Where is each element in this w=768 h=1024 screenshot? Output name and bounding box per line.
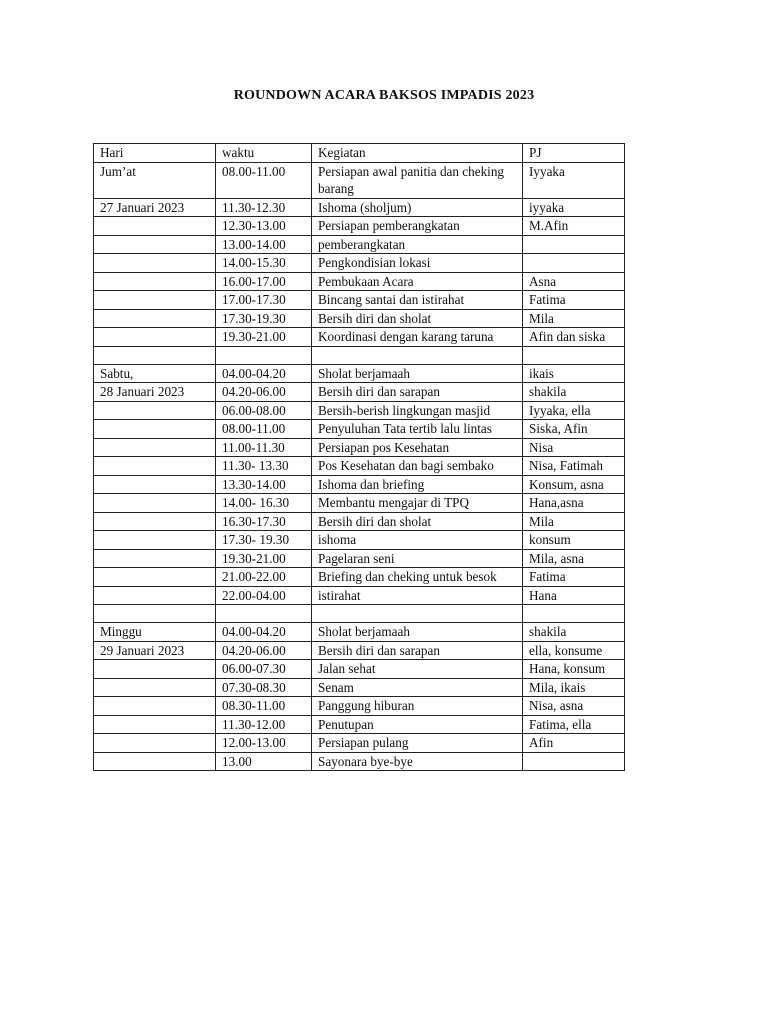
cell-hari — [94, 217, 216, 236]
cell-pj: Mila — [523, 309, 625, 328]
cell-hari: 29 Januari 2023 — [94, 641, 216, 660]
cell-pj: Hana, konsum — [523, 660, 625, 679]
table-row — [94, 605, 625, 623]
cell-kegiatan: Membantu mengajar di TPQ — [312, 494, 523, 513]
cell-hari — [94, 549, 216, 568]
cell-hari — [94, 291, 216, 310]
cell-waktu: 11.30- 13.30 — [216, 457, 312, 476]
table-row — [94, 734, 625, 753]
table-row — [94, 272, 625, 291]
header-kegiatan: Kegiatan — [312, 144, 523, 163]
cell-waktu: 04.00-04.20 — [216, 364, 312, 383]
table-row — [94, 401, 625, 420]
cell-waktu: 17.30- 19.30 — [216, 531, 312, 550]
cell-waktu — [216, 346, 312, 364]
table-row — [94, 623, 625, 642]
cell-waktu: 06.00-08.00 — [216, 401, 312, 420]
cell-waktu: 11.00-11.30 — [216, 438, 312, 457]
document-title: ROUNDOWN ACARA BAKSOS IMPADIS 2023 — [233, 88, 535, 103]
table-row — [94, 235, 625, 254]
table-row — [94, 475, 625, 494]
cell-pj: shakila — [523, 623, 625, 642]
table-row — [94, 586, 625, 605]
cell-hari — [94, 586, 216, 605]
cell-pj — [523, 235, 625, 254]
cell-waktu: 16.00-17.00 — [216, 272, 312, 291]
cell-hari — [94, 401, 216, 420]
cell-pj: Nisa, Fatimah — [523, 457, 625, 476]
cell-waktu: 06.00-07.30 — [216, 660, 312, 679]
cell-waktu: 11.30-12.00 — [216, 715, 312, 734]
cell-kegiatan: Ishoma dan briefing — [312, 475, 523, 494]
cell-hari — [94, 272, 216, 291]
table-row — [94, 217, 625, 236]
cell-kegiatan: Ishoma (sholjum) — [312, 198, 523, 217]
cell-waktu: 08.00-11.00 — [216, 420, 312, 439]
cell-pj: Nisa — [523, 438, 625, 457]
cell-pj: Nisa, asna — [523, 697, 625, 716]
cell-pj: Iyyaka, ella — [523, 401, 625, 420]
table-row — [94, 568, 625, 587]
cell-waktu: 19.30-21.00 — [216, 328, 312, 347]
cell-kegiatan: Bersih-berish lingkungan masjid — [312, 401, 523, 420]
cell-kegiatan: Bersih diri dan sholat — [312, 309, 523, 328]
cell-kegiatan — [312, 346, 523, 364]
table-row — [94, 660, 625, 679]
cell-pj: shakila — [523, 383, 625, 402]
cell-pj: Iyyaka — [523, 162, 625, 198]
cell-waktu: 17.00-17.30 — [216, 291, 312, 310]
cell-waktu — [216, 605, 312, 623]
header-hari: Hari — [94, 144, 216, 163]
table-row — [94, 438, 625, 457]
table-row — [94, 697, 625, 716]
cell-waktu: 22.00-04.00 — [216, 586, 312, 605]
cell-pj — [523, 605, 625, 623]
cell-hari — [94, 605, 216, 623]
cell-hari: 27 Januari 2023 — [94, 198, 216, 217]
table-row — [94, 420, 625, 439]
header-waktu: waktu — [216, 144, 312, 163]
cell-pj: ikais — [523, 364, 625, 383]
cell-waktu: 13.00 — [216, 752, 312, 771]
table-row — [94, 328, 625, 347]
cell-hari — [94, 420, 216, 439]
cell-pj: Hana,asna — [523, 494, 625, 513]
schedule-table-body — [94, 144, 625, 771]
cell-kegiatan: Persiapan pos Kesehatan — [312, 438, 523, 457]
schedule-table — [93, 143, 625, 771]
cell-waktu: 11.30-12.30 — [216, 198, 312, 217]
cell-kegiatan: Bersih diri dan sarapan — [312, 383, 523, 402]
cell-hari — [94, 531, 216, 550]
cell-pj: Mila, asna — [523, 549, 625, 568]
cell-hari — [94, 346, 216, 364]
table-row — [94, 383, 625, 402]
cell-pj: Siska, Afin — [523, 420, 625, 439]
cell-waktu: 04.20-06.00 — [216, 641, 312, 660]
cell-pj — [523, 254, 625, 273]
cell-waktu: 07.30-08.30 — [216, 678, 312, 697]
cell-pj — [523, 346, 625, 364]
cell-hari — [94, 235, 216, 254]
table-row — [94, 641, 625, 660]
cell-kegiatan: Koordinasi dengan karang taruna — [312, 328, 523, 347]
header-pj: PJ — [523, 144, 625, 163]
cell-pj: iyyaka — [523, 198, 625, 217]
cell-pj: Konsum, asna — [523, 475, 625, 494]
cell-kegiatan: Pengkondisian lokasi — [312, 254, 523, 273]
cell-kegiatan: Jalan sehat — [312, 660, 523, 679]
table-row — [94, 364, 625, 383]
cell-hari — [94, 475, 216, 494]
table-row — [94, 254, 625, 273]
cell-kegiatan: ishoma — [312, 531, 523, 550]
cell-pj: Afin dan siska — [523, 328, 625, 347]
cell-pj: Asna — [523, 272, 625, 291]
table-row — [94, 678, 625, 697]
cell-kegiatan: Bincang santai dan istirahat — [312, 291, 523, 310]
cell-pj: M.Afin — [523, 217, 625, 236]
cell-hari — [94, 309, 216, 328]
cell-pj: Afin — [523, 734, 625, 753]
cell-pj: Mila — [523, 512, 625, 531]
cell-kegiatan: Bersih diri dan sarapan — [312, 641, 523, 660]
cell-waktu: 12.00-13.00 — [216, 734, 312, 753]
cell-pj: Hana — [523, 586, 625, 605]
cell-hari — [94, 512, 216, 531]
cell-kegiatan: Sholat berjamaah — [312, 623, 523, 642]
cell-hari — [94, 678, 216, 697]
cell-pj: konsum — [523, 531, 625, 550]
table-row — [94, 291, 625, 310]
cell-kegiatan: Persiapan pemberangkatan — [312, 217, 523, 236]
cell-kegiatan: Pos Kesehatan dan bagi sembako — [312, 457, 523, 476]
table-row — [94, 346, 625, 364]
cell-kegiatan: Persiapan awal panitia dan cheking barang — [312, 162, 523, 198]
cell-waktu: 13.30-14.00 — [216, 475, 312, 494]
table-row — [94, 457, 625, 476]
cell-pj: Fatima — [523, 568, 625, 587]
cell-waktu: 21.00-22.00 — [216, 568, 312, 587]
cell-hari: Jum’at — [94, 162, 216, 198]
table-row — [94, 198, 625, 217]
cell-hari — [94, 697, 216, 716]
cell-hari — [94, 254, 216, 273]
cell-hari — [94, 438, 216, 457]
cell-pj: Mila, ikais — [523, 678, 625, 697]
table-row — [94, 752, 625, 771]
cell-pj: Fatima, ella — [523, 715, 625, 734]
cell-waktu: 16.30-17.30 — [216, 512, 312, 531]
cell-kegiatan: Penutupan — [312, 715, 523, 734]
table-row — [94, 309, 625, 328]
cell-waktu: 04.20-06.00 — [216, 383, 312, 402]
cell-hari — [94, 734, 216, 753]
table-row — [94, 549, 625, 568]
cell-waktu: 14.00- 16.30 — [216, 494, 312, 513]
cell-hari — [94, 715, 216, 734]
cell-pj: ella, konsume — [523, 641, 625, 660]
cell-kegiatan: istirahat — [312, 586, 523, 605]
table-row — [94, 531, 625, 550]
cell-kegiatan: Senam — [312, 678, 523, 697]
cell-waktu: 13.00-14.00 — [216, 235, 312, 254]
cell-hari — [94, 568, 216, 587]
cell-waktu: 08.00-11.00 — [216, 162, 312, 198]
cell-waktu: 12.30-13.00 — [216, 217, 312, 236]
cell-kegiatan: Bersih diri dan sholat — [312, 512, 523, 531]
cell-kegiatan — [312, 605, 523, 623]
cell-kegiatan: Sholat berjamaah — [312, 364, 523, 383]
cell-kegiatan: Panggung hiburan — [312, 697, 523, 716]
cell-hari: Sabtu, — [94, 364, 216, 383]
cell-pj — [523, 752, 625, 771]
cell-waktu: 14.00-15.30 — [216, 254, 312, 273]
cell-hari — [94, 752, 216, 771]
cell-kegiatan: Penyuluhan Tata tertib lalu lintas — [312, 420, 523, 439]
cell-kegiatan: Briefing dan cheking untuk besok — [312, 568, 523, 587]
cell-hari — [94, 457, 216, 476]
cell-waktu: 08.30-11.00 — [216, 697, 312, 716]
cell-waktu: 17.30-19.30 — [216, 309, 312, 328]
cell-hari — [94, 494, 216, 513]
table-row — [94, 715, 625, 734]
table-row — [94, 512, 625, 531]
cell-kegiatan: pemberangkatan — [312, 235, 523, 254]
cell-kegiatan: Persiapan pulang — [312, 734, 523, 753]
table-header-row — [94, 144, 625, 163]
table-row — [94, 494, 625, 513]
cell-hari — [94, 328, 216, 347]
cell-waktu: 04.00-04.20 — [216, 623, 312, 642]
table-row — [94, 162, 625, 198]
cell-hari: 28 Januari 2023 — [94, 383, 216, 402]
cell-waktu: 19.30-21.00 — [216, 549, 312, 568]
cell-kegiatan: Pembukaan Acara — [312, 272, 523, 291]
cell-kegiatan: Pagelaran seni — [312, 549, 523, 568]
cell-pj: Fatima — [523, 291, 625, 310]
cell-kegiatan: Sayonara bye-bye — [312, 752, 523, 771]
cell-hari — [94, 660, 216, 679]
cell-hari: Minggu — [94, 623, 216, 642]
